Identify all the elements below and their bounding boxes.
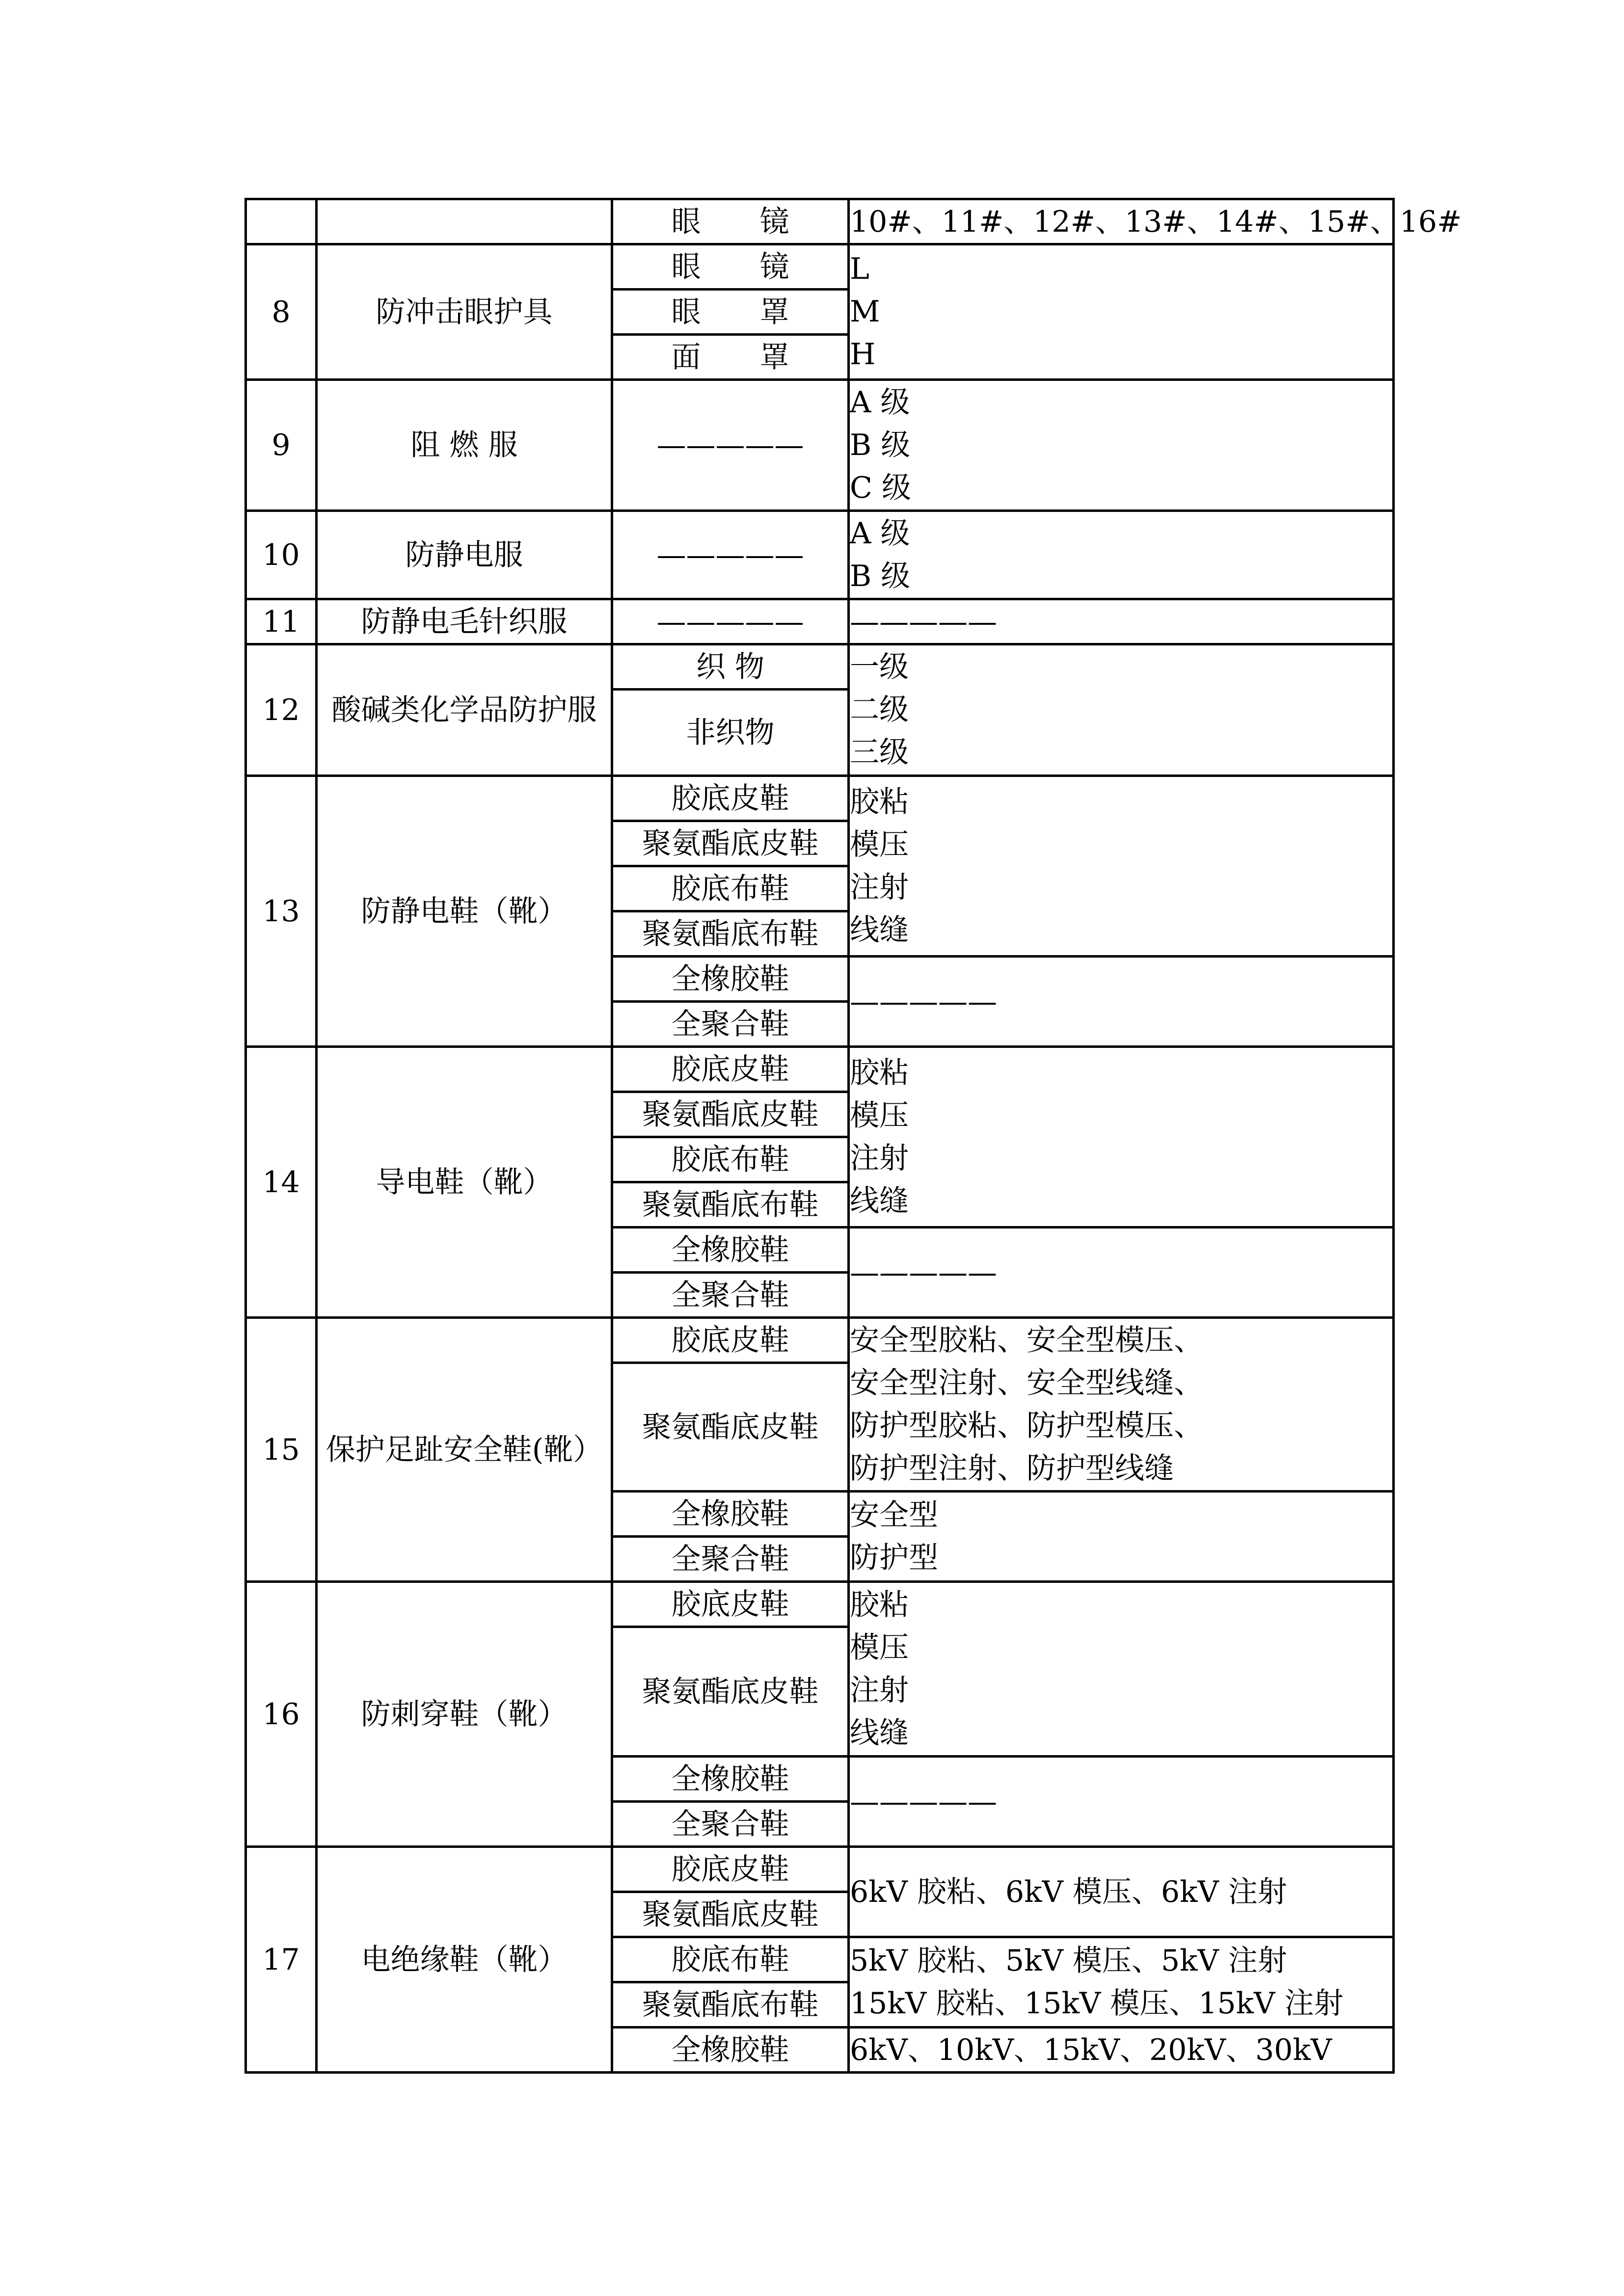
product-name: 酸碱类化学品防护服 [317,644,612,776]
row-number: 16 [246,1582,317,1847]
grade-item: M [850,294,880,329]
grade-list [849,380,1394,511]
row-number [246,199,317,244]
table-row [246,1582,1394,1627]
grade-text: 6kV 胶粘、6kV 模压、6kV 注射 [849,1847,1394,1937]
sub-type: 胶底皮鞋 [612,1582,849,1627]
table-row [246,511,1394,599]
grade-item: 胶粘 [850,1587,909,1622]
grade-item: 三级 [850,735,909,770]
sub-type: 聚氨酯底皮鞋 [612,821,849,866]
grade-item: A 级 [850,385,910,420]
grade-text: ————— [849,957,1394,1047]
sub-type: 面 罩 [612,335,849,380]
table-row [246,1047,1394,1092]
row-number: 13 [246,776,317,1047]
row-number: 12 [246,644,317,776]
row-number: 14 [246,1047,317,1318]
table-row [246,1318,1394,1363]
sub-type: 全橡胶鞋 [612,1757,849,1802]
sub-type: 胶底布鞋 [612,1137,849,1182]
row-number: 17 [246,1847,317,2073]
product-name: 防静电鞋（靴） [317,776,612,1047]
grade-item: A 级 [850,516,910,551]
table-row [246,1847,1394,1892]
sub-type: 胶底皮鞋 [612,776,849,821]
grade-item: B 级 [850,427,911,462]
grade-list [849,776,1394,957]
sub-type: 聚氨酯底布鞋 [612,911,849,957]
sub-type: 胶底皮鞋 [612,1047,849,1092]
grade-item: 线缝 [850,912,909,947]
sub-type: ————— [612,599,849,644]
table-row [246,644,1394,690]
sub-type: 全聚合鞋 [612,1537,849,1582]
product-name: 电绝缘鞋（靴） [317,1847,612,2073]
sub-type: 全橡胶鞋 [612,957,849,1002]
grade-text: ————— [849,1228,1394,1318]
grade-item: 注射 [850,1141,909,1175]
sub-type: 织 物 [612,644,849,690]
product-name: 导电鞋（靴） [317,1047,612,1318]
sub-type: 胶底布鞋 [612,866,849,911]
grade-text: ————— [849,1757,1394,1847]
sub-type: 聚氨酯底皮鞋 [612,1892,849,1937]
grade-item: 注射 [850,870,909,905]
sub-type: 全橡胶鞋 [612,1492,849,1537]
sub-type: 聚氨酯底皮鞋 [612,1092,849,1137]
grade-item: 安全型胶粘、安全型模压、 [850,1323,1203,1358]
grade-list [849,511,1394,599]
grade-item: 安全型注射、安全型线缝、 [850,1365,1203,1400]
table-row [246,199,1394,244]
grade-list [849,1318,1394,1492]
sub-type: 非织物 [612,690,849,776]
grade-item: 注射 [850,1673,909,1708]
sub-type: 胶底皮鞋 [612,1847,849,1892]
grade-item: C 级 [850,470,911,505]
grade-list [849,644,1394,776]
sub-type: 全聚合鞋 [612,1002,849,1047]
grade-text: 6kV、10kV、15kV、20kV、30kV [849,2028,1394,2073]
grade-item: 胶粘 [850,784,909,819]
product-name: 防静电毛针织服 [317,599,612,644]
grade-item: B 级 [850,559,911,593]
sub-type: 全聚合鞋 [612,1802,849,1847]
sub-type: 胶底布鞋 [612,1937,849,1982]
grade-list [849,1582,1394,1757]
grade-list [849,1492,1394,1582]
grade-list [849,1937,1394,2028]
grade-item: 防护型注射、防护型线缝 [850,1451,1174,1486]
grade-text: 10#、11#、12#、13#、14#、15#、16# [849,199,1394,244]
grade-item: 15kV 胶粘、15kV 模压、15kV 注射 [850,1986,1344,2021]
grade-item: 5kV 胶粘、5kV 模压、5kV 注射 [850,1943,1287,1978]
grade-item: 安全型 [850,1497,938,1532]
grade-item: 一级 [850,650,909,684]
sub-type: 全橡胶鞋 [612,2028,849,2073]
grade-item: 模压 [850,1630,909,1665]
row-number: 10 [246,511,317,599]
table-row [246,599,1394,644]
sub-type: 全橡胶鞋 [612,1228,849,1273]
grade-list [849,244,1394,380]
row-number: 8 [246,244,317,380]
grade-item: 胶粘 [850,1055,909,1090]
grade-item: 二级 [850,693,909,727]
sub-type: 眼 罩 [612,290,849,335]
sub-type: ————— [612,511,849,599]
grade-item: 防护型胶粘、防护型模压、 [850,1408,1203,1443]
product-name [317,199,612,244]
sub-type: 眼 镜 [612,199,849,244]
grade-item: 模压 [850,1098,909,1133]
product-name: 防冲击眼护具 [317,244,612,380]
row-number: 15 [246,1318,317,1582]
product-name: 保护足趾安全鞋(靴） [317,1318,612,1582]
ppe-spec-table [244,198,1462,2074]
grade-item: 线缝 [850,1715,909,1750]
sub-type: ————— [612,380,849,511]
table-row [246,380,1394,511]
grade-text: ————— [849,599,1394,644]
row-number: 9 [246,380,317,511]
sub-type: 眼 镜 [612,244,849,290]
grade-item: 线缝 [850,1183,909,1218]
sub-type: 聚氨酯底皮鞋 [612,1627,849,1757]
sub-type: 聚氨酯底皮鞋 [612,1363,849,1492]
sub-type: 胶底皮鞋 [612,1318,849,1363]
table-row [246,776,1394,821]
product-name: 防刺穿鞋（靴） [317,1582,612,1847]
sub-type: 聚氨酯底布鞋 [612,1982,849,2028]
table-row [246,244,1394,290]
grade-item: L [850,252,869,286]
grade-list [849,1047,1394,1228]
row-number: 11 [246,599,317,644]
product-name: 防静电服 [317,511,612,599]
sub-type: 聚氨酯底布鞋 [612,1182,849,1228]
sub-type: 全聚合鞋 [612,1273,849,1318]
grade-item: 防护型 [850,1540,938,1575]
product-name: 阻 燃 服 [317,380,612,511]
grade-item: H [850,337,876,372]
grade-item: 模压 [850,827,909,862]
